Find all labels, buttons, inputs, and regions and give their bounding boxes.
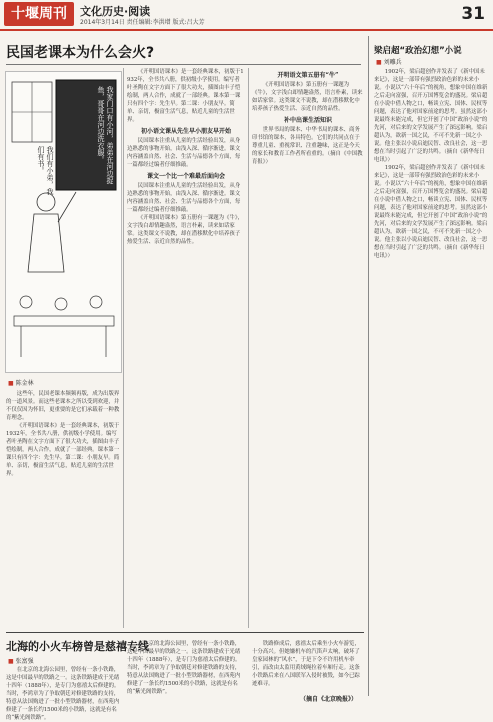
article1-body1: 《开明国语课本》是一套经典课本，初版于1932年，全书共八册，供初级小学使用。编写者叶圣陶在文字方面下了很大功夫，插图由丰子恺绘制，两人合作，成就了一部经典。课本第一课只有四个字：先生早。第二课：小朋友早。简单、亲切，极富生活气息，贴近儿童的生活世界。 [6,423,120,477]
article3-body1-cont: 在北京的北海公园里，曾经有一条小铁路，这是中国最早的铁路之一。这条铁路建成于光绪十四年（1888年），是专门为慈禧太后修建的。当时，李鸿章为了争取朝廷对修建铁路的支持，特意从法国购进了一批小型铁路器材，在西苑内修建了一条长约1500米的小铁路，这就是有名的“紫光阁铁路”。 [127,641,241,695]
article1-col3 [252,68,364,628]
article1-body2b: 民国课本注重从儿童的生活经验出发，从身边熟悉的事物开始，由浅入深、循序渐进。课文内容涵盖自然、社会、生活与品德各个方面，每一篇都经过编者仔细推敲。 [127,183,241,213]
article1-body3a: 《开明国语课本》第五册有一课题为《牛》，文字浅白却情趣盎然，语言朴素，读来如话家常。这类课文不说教，却在潜移默化中培养孩子热爱生活、亲近自然的品性。 [127,215,243,245]
article1-subhead3: 开明语文第五册有“牛” [277,72,339,79]
article3-byline: ■ 张富强 [8,656,34,665]
page-number: 31 [461,4,485,24]
right-column-divider [368,36,369,696]
article3-col2 [127,640,245,701]
title-rule [6,64,361,65]
article1-byline: ■ 陈金林 [8,378,34,387]
masthead-logo: 十堰周刊 [4,2,74,26]
article2-byline: ■ 刘雕兵 [376,57,402,66]
column-divider [248,68,249,628]
article3-col1 [6,666,124,721]
textbook-illustration [5,71,122,373]
article1-body3: 《开明国语课本》第五册有一课题为《牛》，文字浅白却情趣盎然，语言朴素，读来如话家常。这类课文不说教，却在潜移默化中培养孩子热爱生活、亲近自然的品性。 [252,82,363,112]
article1-title: 民国老课本为什么会火? [6,45,155,61]
article1-subhead2: 课文一个比一个难最后面向会 [146,173,225,180]
column-divider [123,68,124,628]
article3-credit: （摘自《北京晚报》） [300,696,358,703]
article3-col3 [252,640,364,694]
article1-col2 [127,68,245,628]
article1-intro: 这些年，民国老课本频频再版，成为出版界的一道风景。而这些老课本之所以受到欢迎，并不仅仅因为怀旧，更重要的是它们承载着一种教育理念。 [6,391,120,421]
masthead-rule [0,29,493,31]
section-rule [6,632,364,633]
issue-meta: 2014年3月14日 责任编辑:李洪增 版式:吕大芳 [80,19,205,26]
article3-body2: 铁路修成后，慈禧太后乘坐小火车游览，十分高兴。但她嫌机车的汽笛声太响，破坏了皇家园林的“风水”，于是下令不许用机车牵引，而改由太监用黄绒绳拉着车厢行走。这条小铁路后来在八国联军入侵时被毁，如今已踪迹难寻。 [252,641,360,687]
article1-subhead4: 补中出课生活知识 [283,117,332,124]
illustration-caption: 我们有小弟，我们有书。 [37,146,54,195]
article2-title: 梁启超“政治幻想”小说 [374,46,462,56]
article2-body-col [374,68,488,658]
masthead [0,0,493,30]
article3-body1: 在北京的北海公园里，曾经有一条小铁路，这是中国最早的铁路之一。这条铁路建成于光绪十四年（1888年），是专门为慈禧太后修建的。当时，李鸿章为了争取朝廷对修建铁路的支持，特意从法国购进了一批小型铁路器材，在西苑内修建了一条长约1500米的小铁路，这就是有名的“紫光阁铁路”。 [6,667,120,721]
article1-body4: 世界书局的课本、中华书局的课本、商务印书馆的课本，各具特色。它们的共同点在于尊重儿童、重视常识、注重趣味，这正是今天的家长和教育工作者所看重的。（摘自《中国教育报》） [252,127,363,165]
article1-subhead1: 初小语文课从先生早小朋友早开始 [140,128,231,135]
blackboard-text: 我家门口有小河，弟弟在河边捉鱼，哥哥在河边洗衣服。 [97,86,114,184]
article2-body: 1902年，梁启超创作并发表了《新中国未来记》，这是一部带有强烈政治色彩的未来小说。小说以“六十年后”的视角，想象中国在维新之后走向富强，召开万国博览会的盛况。梁启超在小说中借人物之口，畅谈立宪、国体、民权等问题，表达了他对国家前途的思考。虽然这部小说最终未能完成，但它开创了中国“政治小说”的先河，对后来的文学发展产生了深远影响。梁启超认为，欲新一国之民，不可不先新一国之小说。他主张以小说启迪民智、改良社会，这一思想在当时引起了广泛的共鸣。（摘自《新华每日电讯》） [374,69,488,163]
article1-body2: 民国课本注重从儿童的生活经验出发，从身边熟悉的事物开始，由浅入深、循序渐进。课文内容涵盖自然、社会、生活与品德各个方面，每一篇都经过编者仔细推敲。 [127,138,241,168]
article2-body-cont: 1902年，梁启超创作并发表了《新中国未来记》，这是一部带有强烈政治色彩的未来小说。小说以“六十年后”的视角，想象中国在维新之后走向富强，召开万国博览会的盛况。梁启超在小说中借人物之口，畅谈立宪、国体、民权等问题，表达了他对国家前途的思考。虽然这部小说最终未能完成，但它开创了中国“政治小说”的先河，对后来的文学发展产生了深远影响。梁启超认为，欲新一国之民，不可不先新一国之小说。他主张以小说启迪民智、改良社会，这一思想在当时引起了广泛的共鸣。（摘自《新华每日电讯》） [374,165,488,259]
article1-col1 [6,390,120,628]
section-title: 文化历史·阅读 [80,5,151,18]
article3-title: 北海的小火车榜曾是慈禧专线 [6,640,149,653]
article1-body1-cont: 《开明国语课本》是一套经典课本，初版于1932年，全书共八册，供初级小学使用。编写者叶圣陶在文字方面下了很大功夫，插图由丰子恺绘制，两人合作，成就了一部经典。课本第一课只有四个字：先生早。第二课：小朋友早。简单、亲切，极富生活气息，贴近儿童的生活世界。 [127,69,244,123]
